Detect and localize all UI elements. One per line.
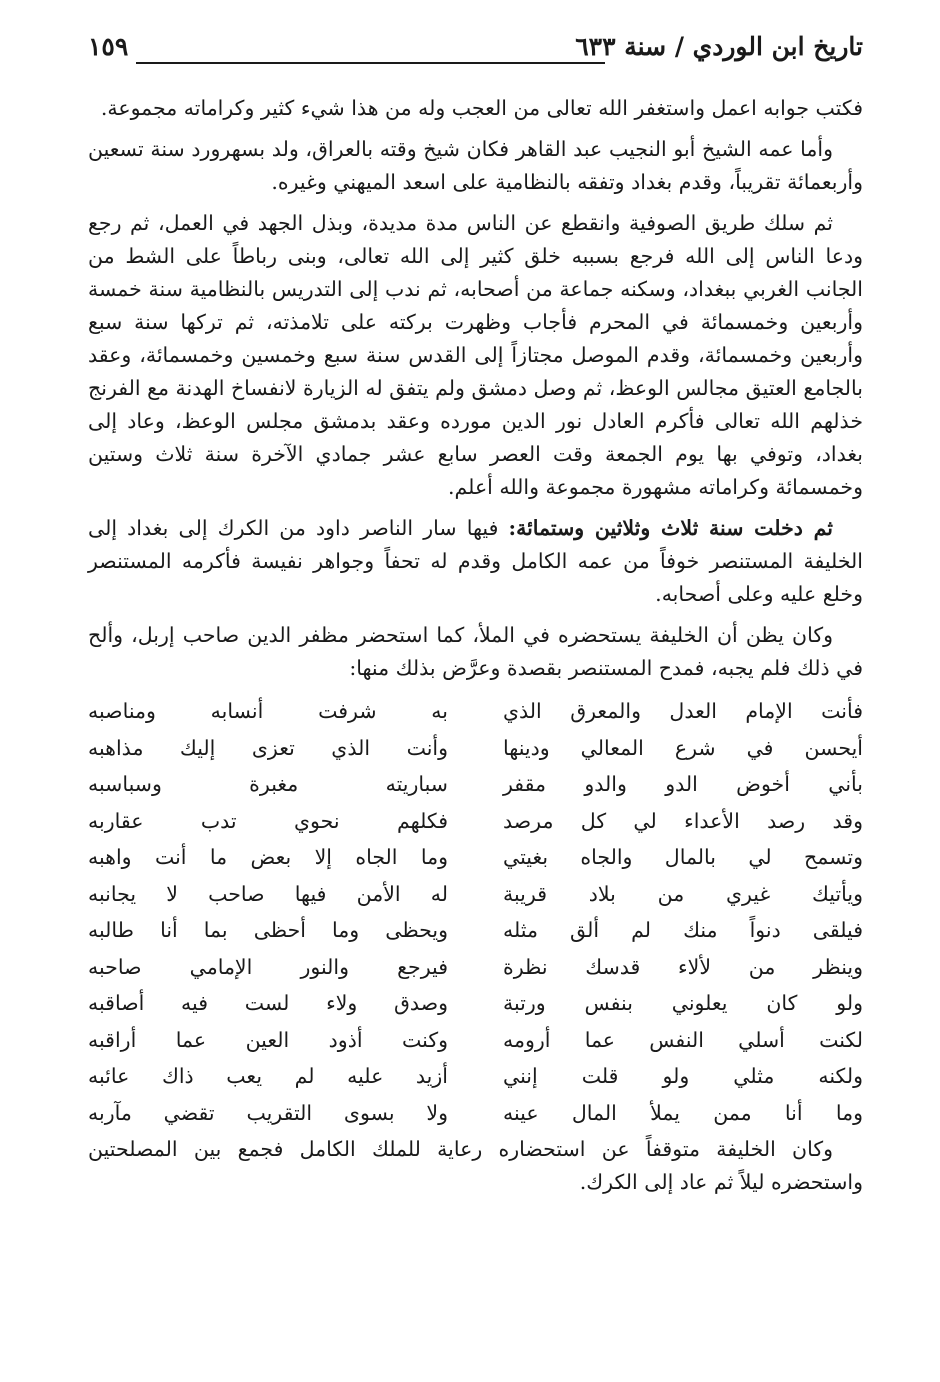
poem-verse (88, 803, 863, 840)
paragraph-1: فكتب جوابه اعمل واستغفر الله تعالى من العجب وله من هذا شيء كثير وكراماته مجموعة. (100, 96, 863, 120)
poem-verse (88, 839, 863, 876)
verse-first-hemistich: ويأتيك غيري من بلاد قريبة (503, 881, 863, 906)
poem-verse (88, 693, 863, 730)
verse-first-hemistich: لكنت أسلي النفس عما أرومه (503, 1027, 863, 1052)
page-body (88, 92, 863, 1207)
verse-second-hemistich: فكلهم نحوي تدب عقاربه (88, 808, 448, 833)
year-heading: ثم دخلت سنة ثلاث وثلاثين وستمائة: (508, 516, 833, 540)
poem-intro: وكان يظن أن الخليفة يستحضره في الملأ، كما استحضر مظفر الدين صاحب إربل، وألح في ذلك فلم يجبه، فمدح المستنصر بقصدة وعرَّض بذلك منها: (88, 623, 863, 680)
verse-second-hemistich: به شرفت أنسابه ومناصبه (88, 699, 448, 723)
poem-verse (88, 985, 863, 1022)
poem-verse (88, 730, 863, 767)
verse-second-hemistich: فيرجع والنور الإمامي صاحبه (88, 954, 448, 979)
poem (88, 693, 863, 1131)
poem-verse (88, 1022, 863, 1059)
closing-paragraph: وكان الخليفة متوقفاً عن استحضاره رعاية للملك الكامل فجمع بين المصلحتين واستحضره ليلاً ثم عاد إلى الكرك. (88, 1137, 863, 1194)
poem-verse (88, 949, 863, 986)
poem-verse (88, 766, 863, 803)
verse-first-hemistich: وينظر من لألاء قدسك نظرة (503, 954, 863, 979)
poem-verse (88, 1095, 863, 1132)
poem-verse (88, 1058, 863, 1095)
header-rule (136, 62, 605, 64)
paragraph-2: وأما عمه الشيخ أبو النجيب عبد القاهر فكان شيخ وقته بالعراق، ولد بسهرورد سنة تسعين وأربعمائة تقريباً، وقدم بغداد وتفقه بالنظامية على اسعد الميهني وغيره. (88, 137, 863, 194)
verse-first-hemistich: أيحسن في شرع المعالي ودينها (503, 735, 863, 760)
verse-second-hemistich: وأنت الذي تعزى إليك مذاهبه (88, 735, 448, 760)
paragraph-3: ثم سلك طريق الصوفية وانقطع عن الناس مدة مديدة، وبذل الجهد في العمل، ثم رجع ودعا الناس إلى الله فرجع بسببه خلق كثير إلى الله تعالى، وبنى رباطاً على الشط من الجانب الغربي ببغداد، وسكنه جماعة من أصحابه، ثم ندب إلى التدريس بالنظامية سنة خمسة وأربعين وخمسمائة في المحرم فأجاب وظهرت بركته على تلامذته، ثم تركها سنة سبع وأربعين وخمسمائة، وقدم الموصل مجتازاً إلى القدس سنة سبع وخمسين وخمسمائة، وعقد بالجامع العتيق مجالس الوعظ، ثم وصل دمشق ولم يتفق له الزيارة لانفساخ الهدنة مع الفرنج خذلهم الله تعالى فأكرم العادل نور الدين مورده وعقد بدمشق مجلس الوعظ، وعاد إلى بغداد، وتوفي بها يوم الجمعة وقت العصر سابع عشر جمادي الآخرة سنة ثلاث وستين وخمسمائة وكراماته مشهورة مجموعة والله أعلم. (88, 211, 864, 499)
verse-second-hemistich: له الأمن فيها صاحب لا يجانبه (88, 881, 448, 906)
page-header (88, 30, 863, 74)
page-number: ١٥٩ (88, 32, 129, 61)
running-title: تاريخ ابن الوردي / سنة ٦٣٣ (575, 32, 863, 61)
verse-second-hemistich: وما الجاه إلا بعض ما أنت واهبه (88, 845, 448, 869)
verse-first-hemistich: وقد رصد الأعداء لي كل مرصد (503, 808, 863, 833)
verse-second-hemistich: وكنت أذود العين عما أراقبه (88, 1027, 448, 1052)
verse-second-hemistich: سباريته مغبرة وسباسبه (88, 772, 448, 796)
year-section (88, 512, 863, 611)
verse-second-hemistich: ويحظى وما أحظى بما أنا طالبه (88, 918, 448, 942)
verse-second-hemistich: ولا بسوى التقريب تقضي مآربه (88, 1100, 448, 1125)
verse-second-hemistich: وصدق ولاء لست فيه أصاقبه (88, 991, 448, 1015)
verse-first-hemistich: ولو كان يعلوني بنفس ورتبة (503, 991, 863, 1015)
poem-verse (88, 912, 863, 949)
verse-first-hemistich: ولكنه مثلي ولو قلت إنني (503, 1064, 863, 1088)
verse-second-hemistich: أزيد عليه لم يعب ذاك عائبه (88, 1064, 448, 1088)
verse-first-hemistich: بأني أخوض الدو والدو مقفر (503, 772, 863, 796)
poem-verse (88, 876, 863, 913)
verse-first-hemistich: فيلقى دنواً منك لم ألق مثله (503, 918, 863, 942)
verse-first-hemistich: فأنت الإمام العدل والمعرق الذي (503, 699, 863, 723)
verse-first-hemistich: وما أنا ممن يملأ المال عينه (503, 1100, 863, 1125)
year-text: فيها سار الناصر داود من الكرك إلى بغداد إلى الخليفة المستنصر خوفاً من عمه الكامل وقدم له تحفاً وجواهر نفيسة فأكرمه المستنصر وخلع عليه وعلى أصحابه. (88, 516, 863, 606)
verse-first-hemistich: وتسمح لي بالمال والجاه بغيتي (503, 845, 863, 869)
